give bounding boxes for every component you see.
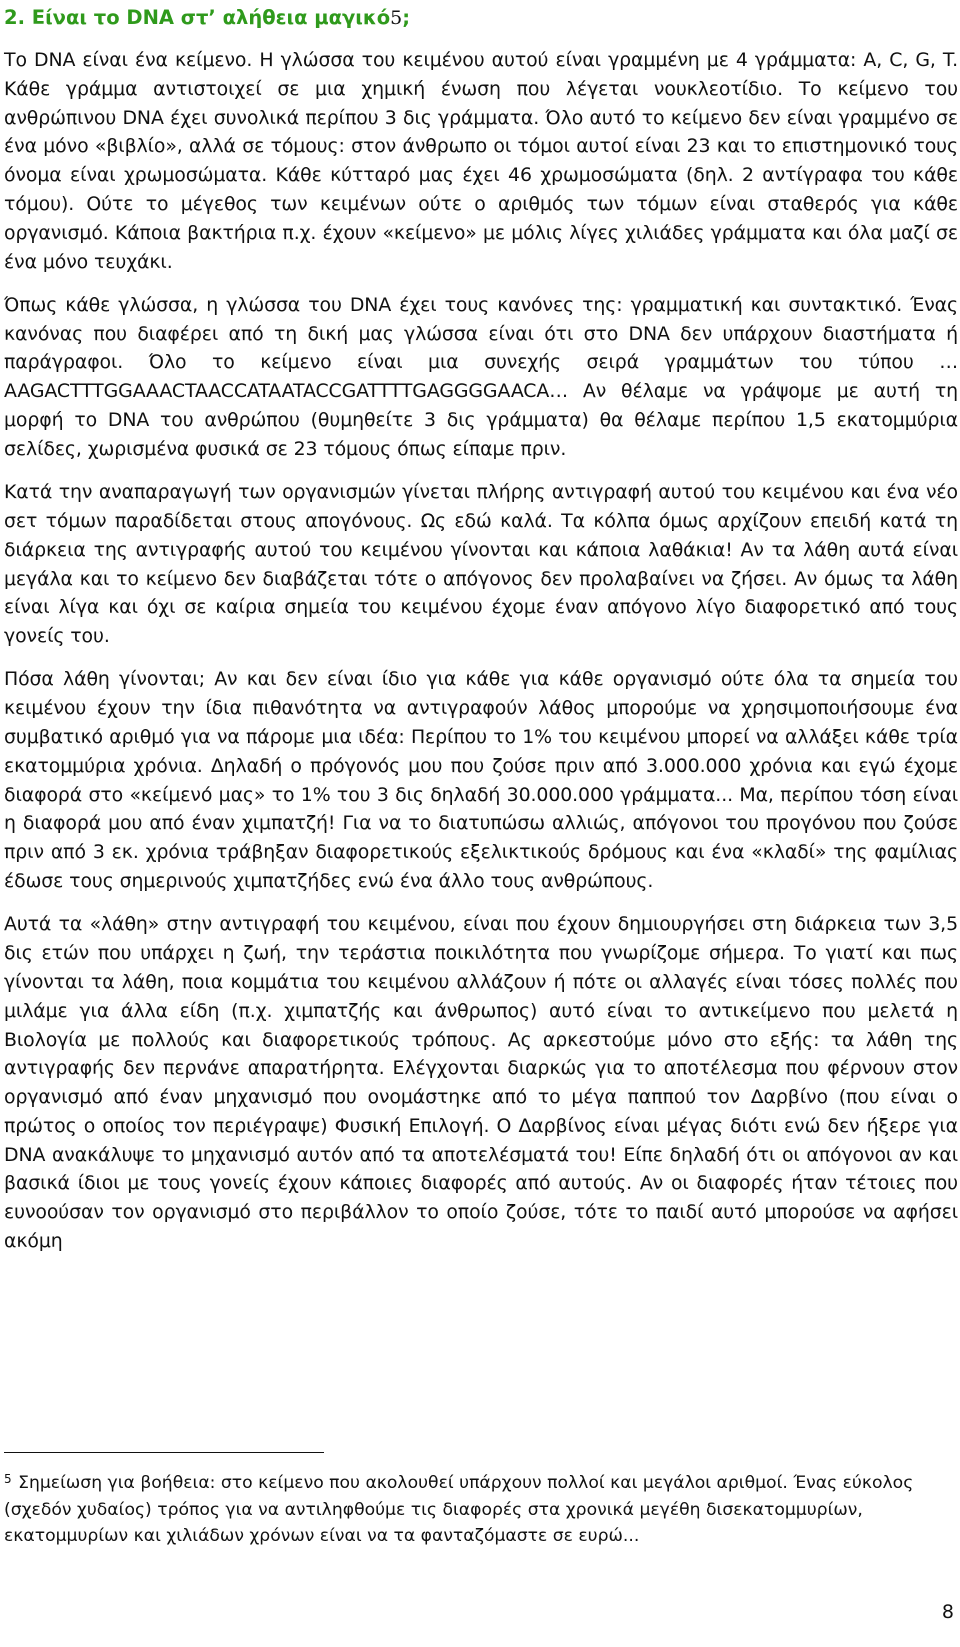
section-heading bbox=[4, 4, 410, 32]
paragraph: Όπως κάθε γλώσσα, η γλώσσα του DNA έχει τους κανόνες της: γραμματική και συντακτικό. Ένας κανόνας που διαφέρει από τη δική μας γλώσσα είναι ότι στο DNA δεν υπάρχουν διαστήματα ή παράγραφοι. Όλο το κείμενο είναι μια συνεχής σειρά γραμμάτων του τύπου …AAGACTTTGGAAACTAACCATAATACCGATTTTGAGGGGAACA… Αν θέλαμε να γράψομε με αυτή τη μορφή το DNA του ανθρώπου (θυμηθείτε 3 δις γράμματα) θα θέλαμε περίπου 1,5 εκατομμύρια σελίδες, χωρισμένα φυσικά σε 23 τόμους όπως είπαμε πριν. bbox=[4, 293, 958, 460]
paragraph: Πόσα λάθη γίνονται; Αν και δεν είναι ίδιο για κάθε για κάθε οργανισμό ούτε όλα τα σημεία του κειμένου έχουν την ίδια πιθανότητα να αντιγραφούν λάθος μπορούμε να χρησιμοποιήσουμε ένα συμβατικό αριθμό για να πάρομε μια ιδέα: Περίπου το 1% του κειμένου μπορεί να αλλάξει κάθε τρία εκατομμύρια χρόνια. Δηλαδή ο πρόγονός μου που ζούσε πριν από 3.000.000 χρόνια και εγώ έχομε διαφορά στο «κείμενό μας» το 1% του 3 δις δηλαδή 30.000.000 γράμματα... Μα, περίπου τόση είναι η διαφορά μου από έναν χιμπατζή! Για να το διατυπώσω αλλιώς, απόγονοι του προγόνου που ζούσε πριν από 3 εκ. χρόνια τράβηξαν διαφορετικούς εξελικτικούς δρόμους και ένα «κλαδί» της φαμίλιας έδωσε τους σημερινούς χιμπατζήδες ενώ ένα άλλο τους ανθρώπους. bbox=[4, 668, 958, 893]
paragraph: Το DNA είναι ένα κείμενο. Η γλώσσα του κειμένου αυτού είναι γραμμένη με 4 γράμματα: A, C, G, T. Κάθε γράμμα αντιστοιχεί σε μια χημική ένωση που λέγεται νουκλεοτίδιο. Το κείμενο του ανθρώπινου DNA έχει συνολικά περίπου 3 δις γράμματα. Όλο αυτό το κείμενο δεν είναι γραμμένο σε ένα μόνο «βιβλίο», αλλά σε τόμους: στον άνθρωπο οι τόμοι αυτοί είναι 23 και το επιστημονικό τους όνομα είναι χρωμοσώματα. Κάθε κύτταρό μας έχει 46 χρωμοσώματα (δηλ. 2 αντίγραφα του κάθε τόμου). Ούτε το μέγεθος των κειμένων ούτε ο αριθμός των τόμων είναι σταθερός για κάθε οργανισμό. Κάποια βακτήρια π.χ. έχουν «κείμενο» με μόλις λίγες χιλιάδες γράμματα και όλα μαζί σε ένα μόνο τευχάκι. bbox=[4, 49, 958, 273]
heading-suffix: ; bbox=[402, 6, 411, 29]
footnote bbox=[4, 1466, 954, 1550]
footnote-text: Σημείωση για βοήθεια: στο κείμενο που ακολουθεί υπάρχουν πολλοί και μεγάλοι αριθμοί. Ένας εύκολος (σχεδόν χυδαίος) τρόπος για να αντιληφθούμε τις διαφορές στα χρονικά μεγέθη δισεκατομμυρίων, εκατομμυρίων και χιλιάδων χρόνων είναι να τα φανταζόμαστε σε ευρώ... bbox=[4, 1473, 914, 1546]
body-text bbox=[4, 46, 958, 1270]
paragraph: Κατά την αναπαραγωγή των οργανισμών γίνεται πλήρης αντιγραφή αυτού του κειμένου και ένα νέο σετ τόμων παραδίδεται στους απογόνους. Ως εδώ καλά. Τα κόλπα όμως αρχίζουν επειδή κατά τη διάρκεια της αντιγραφής αυτού του κειμένου γίνονται και κάποια λαθάκια! Αν τα λάθη αυτά είναι μεγάλα και το κείμενο δεν διαβάζεται τότε ο απόγονος δεν προλαβαίνει να ζήσει. Αν όμως τα λάθη είναι λίγα και όχι σε καίρια σημεία του κειμένου έχομε έναν απόγονο λίγο διαφορετικό από τους γονείς του. bbox=[4, 481, 958, 648]
footnote-mark: 5 bbox=[4, 1472, 12, 1486]
paragraph: Αυτά τα «λάθη» στην αντιγραφή του κειμένου, είναι που έχουν δημιουργήσει στη διάρκεια των 3,5 δις ετών που υπάρχει η ζωή, την τεράστια ποικιλότητα που γνωρίζομε σήμερα. Το γιατί και πως γίνονται τα λάθη, ποια κομμάτια του κειμένου αλλάζουν ή πότε οι αλλαγές είναι τόσες πολλές που μιλάμε για άλλα είδη (π.χ. χιμπατζής και άνθρωπος) αυτό είναι το αντικείμενο που μελετά η Βιολογία με πολλούς και διαφορετικούς τρόπους. Ας αρκεστούμε μόνο στο εξής: τα λάθη της αντιγραφής δεν περνάνε απαρατήρητα. Ελέγχονται διαρκώς για το αποτέλεσμα που φέρνουν στον οργανισμό από έναν μηχανισμό που ονομάστηκε από το μέγα παππού τον Δαρβίνο (που είναι ο πρώτος ο οποίος τον περιέγραψε) Φυσική Επιλογή. Ο Δαρβίνος είναι μέγας διότι ενώ δεν ήξερε για DNA ανακάλυψε το μηχανισμό αυτόν από τα αποτελέσματά του! Είπε δηλαδή ότι οι απόγονοι αν και βασικά ίδιοι με τους γονείς έχουν κάποιες διαφορές από αυτούς. Αν οι διαφορές ήταν τέτοιες που ευνοούσαν τον οργανισμό στο περιβάλλον το οποίο ζούσε, τότε το παιδί αυτό μπορούσε να αφήσει ακόμη bbox=[4, 913, 958, 1253]
page-number: 8 bbox=[941, 1601, 954, 1623]
heading-footnote-ref: 5 bbox=[390, 7, 403, 29]
footnote-separator bbox=[4, 1452, 324, 1453]
section-heading-text: 2. Είναι το DNA στ’ αλήθεια μαγικό bbox=[4, 6, 391, 29]
